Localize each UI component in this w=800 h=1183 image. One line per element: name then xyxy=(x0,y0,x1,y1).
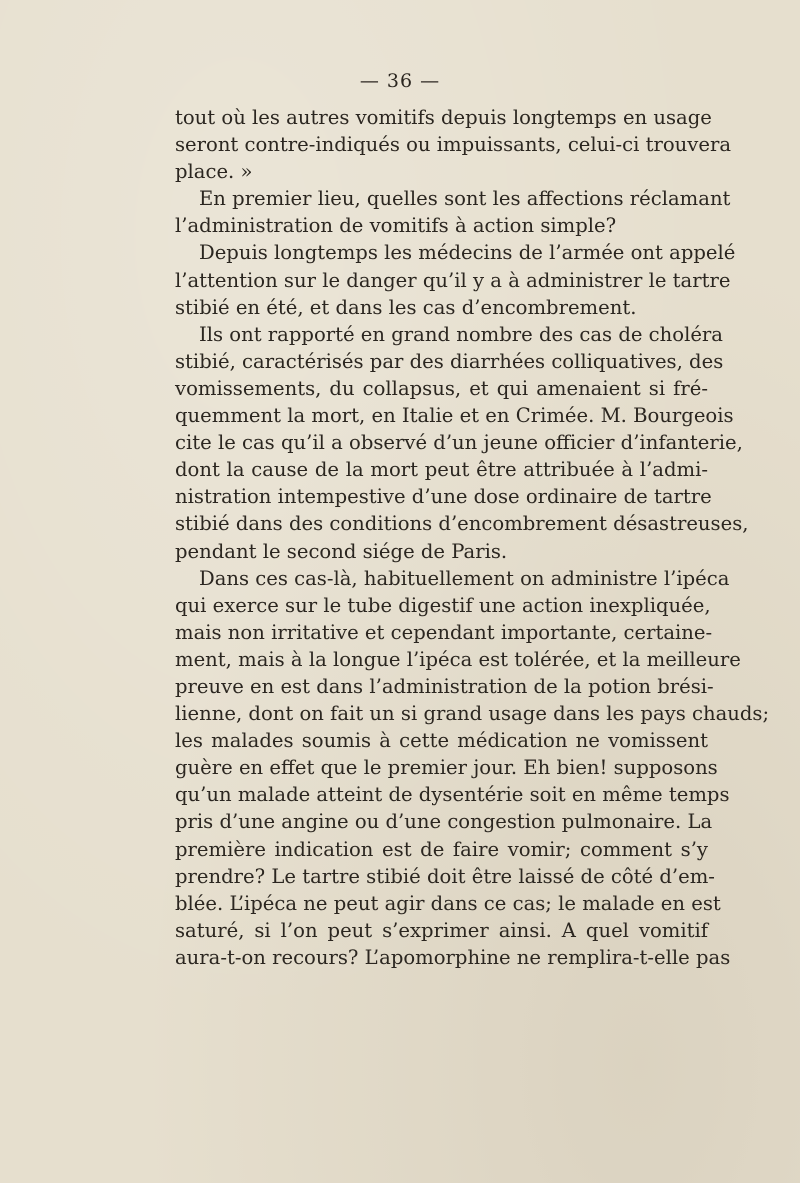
text-line: dont la cause de la mort peut être attribuée à l’admi- xyxy=(175,458,708,482)
text-line: l’administration de vomitifs à action simple? xyxy=(175,214,617,238)
text-line: En premier lieu, quelles sont les affections réclamant xyxy=(199,187,731,211)
text-line: prendre? Le tartre stibié doit être laissé de côté d’em- xyxy=(175,864,715,888)
text-line: saturé, si l’on peut s’exprimer ainsi. A quel vomitif xyxy=(175,918,708,942)
text-line: Dans ces cas-là, habituellement on administre l’ipéca xyxy=(199,566,730,590)
text-line: qui exerce sur le tube digestif une action inexpliquée, xyxy=(175,593,711,617)
text-line: place. » xyxy=(175,160,253,184)
text-line: tout où les autres vomitifs depuis longtemps en usage xyxy=(175,106,712,129)
text-line: blée. L’ipéca ne peut agir dans ce cas; le malade en est xyxy=(175,891,721,915)
text-line: pris d’une angine ou d’une congestion pulmonaire. La xyxy=(175,810,713,834)
text-line: preuve en est dans l’administration de la potion brési- xyxy=(175,674,714,698)
text-line: quemment la mort, en Italie et en Crimée. M. Bourgeois xyxy=(175,404,734,428)
text-line: qu’un malade atteint de dysentérie soit en même temps xyxy=(175,783,730,807)
text-line: l’attention sur le danger qu’il y a à administrer le tartre xyxy=(175,268,731,292)
text-line: seront contre-indiqués ou impuissants, celui-ci trouvera xyxy=(175,133,732,157)
text-line: stibié, caractérisés par des diarrhées colliquatives, des xyxy=(175,349,724,373)
text-line: stibié dans des conditions d’encombrement désastreuses, xyxy=(175,512,749,536)
text-line: nistration intempestive d’une dose ordinaire de tartre xyxy=(175,485,712,509)
text-line: pendant le second siége de Paris. xyxy=(175,539,508,563)
body-text xyxy=(175,104,770,971)
page-number: — 36 — xyxy=(359,70,441,92)
text-line: Ils ont rapporté en grand nombre des cas de choléra xyxy=(199,322,723,346)
text-line: les malades soumis à cette médication ne vomissent xyxy=(175,729,708,753)
text-line: ment, mais à la longue l’ipéca est tolérée, et la meilleure xyxy=(175,647,741,671)
text-line: vomissements, du collapsus, et qui amenaient si fré- xyxy=(175,376,708,400)
text-line: stibié en été, et dans les cas d’encombrement. xyxy=(175,295,637,319)
text-line: aura-t-on recours? L’apomorphine ne remplira-t-elle pas xyxy=(175,945,731,969)
text-line: lienne, dont on fait un si grand usage dans les pays chauds; xyxy=(175,702,770,726)
text-line: cite le cas qu’il a observé d’un jeune officier d’infanterie, xyxy=(175,431,743,455)
text-line: mais non irritative et cependant importante, certaine- xyxy=(175,620,713,644)
text-line: première indication est de faire vomir; comment s’y xyxy=(175,837,708,861)
text-line: Depuis longtemps les médecins de l’armée ont appelé xyxy=(199,241,736,265)
text-line: guère en effet que le premier jour. Eh bien! supposons xyxy=(175,756,718,780)
